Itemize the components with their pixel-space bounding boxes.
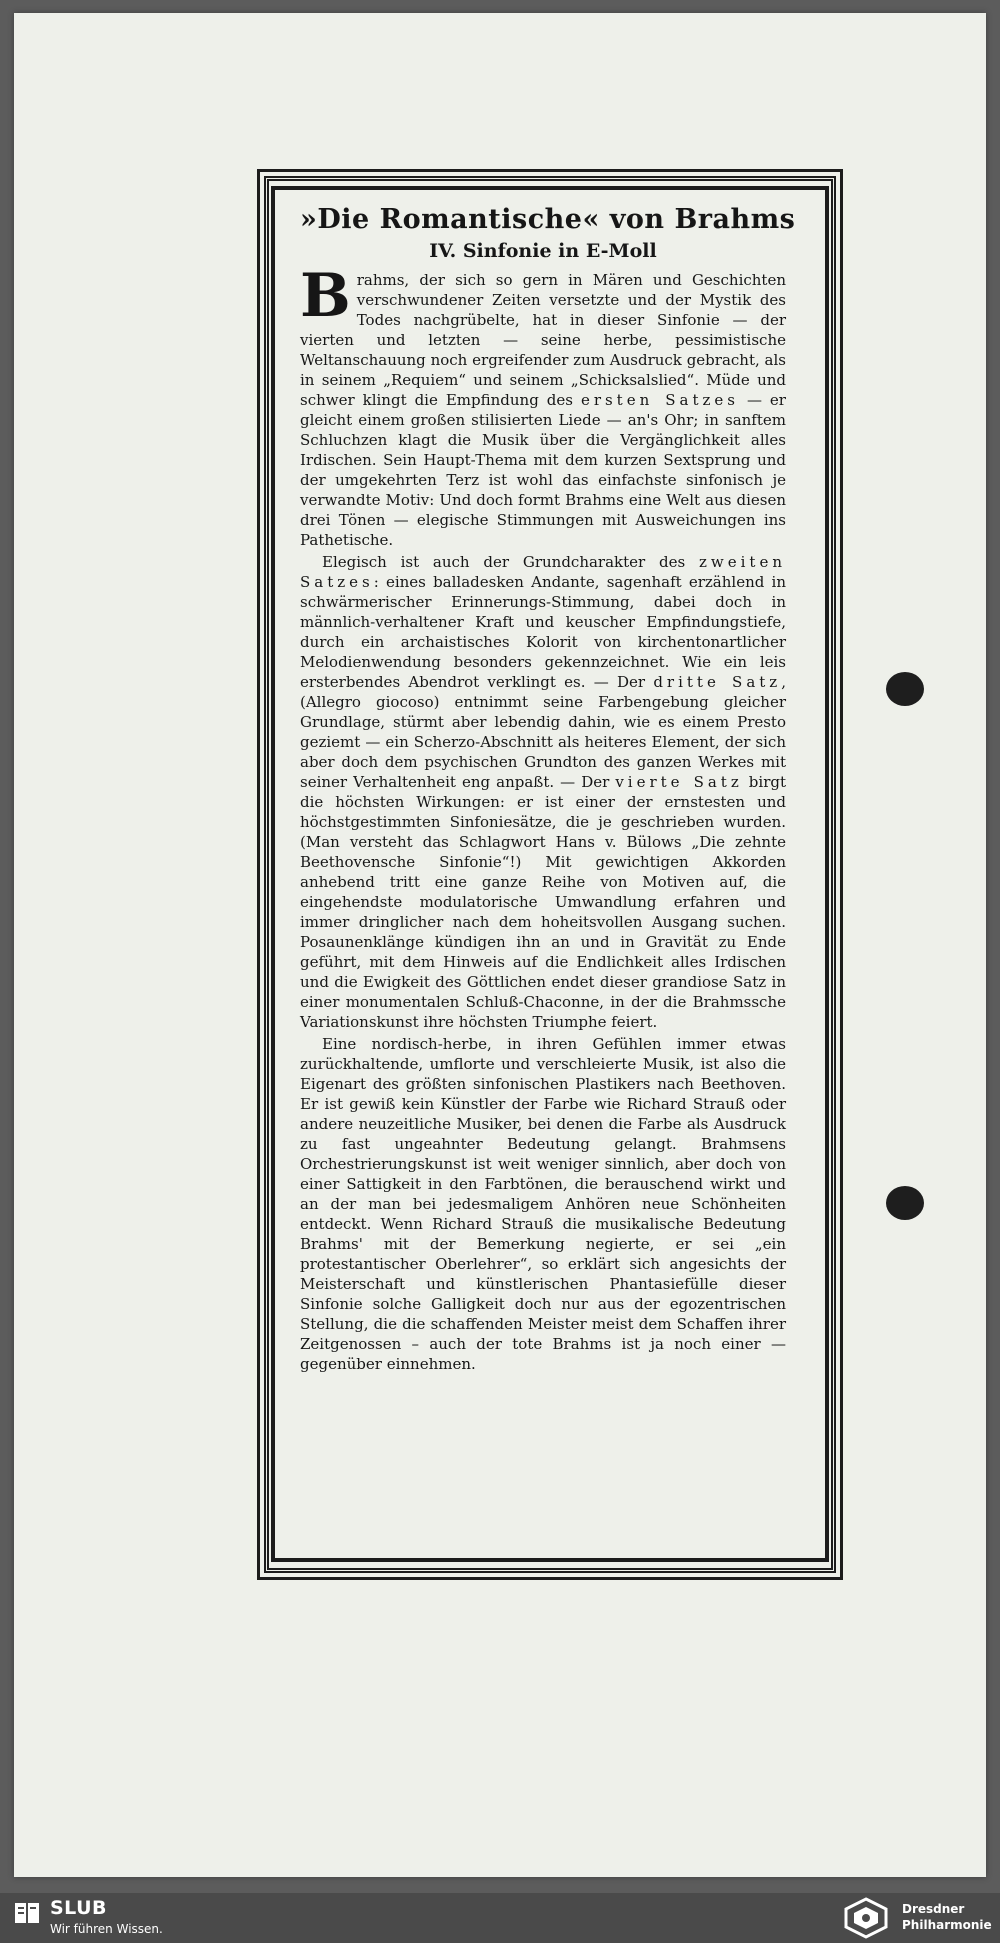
article-subtitle: IV. Sinfonie in E-Moll bbox=[429, 240, 657, 262]
slub-tagline: Wir führen Wissen. bbox=[50, 1922, 163, 1936]
article bbox=[300, 202, 796, 1550]
punch-hole-lower bbox=[886, 1186, 924, 1220]
paragraph-1-movement: ersten Satzes bbox=[580, 391, 739, 409]
paragraph-2 bbox=[300, 552, 786, 1032]
paragraph-1 bbox=[300, 261, 786, 550]
paragraph-2-text-g: birgt die höchsten Wirkungen: er ist einer der ernstesten und höchstgestimmten Sinfoniesätze, die je geschrieben wurden. (Man versteht das Schlagwort Hans v. Bülows „Die zehnte Beethovensche Sinfonie“!) Mit gewichtigen Akkorden anhebend tritt eine ganze Reihe von Motiven auf, die eingehendste modulatorische Umwandlung erfahren und immer dringlicher nach dem hoheitsvollen Ausgang suchen. Posaunenklänge kündigen ihn an und in Gravität zu Ende geführt, mit dem Hinweis auf die Endlichkeit alles Irdischen und die Ewigkeit des Göttlichen endet dieser grandiose Satz in einer monumentalen Schluß-Chaconne, in der die Brahmssche Variationskunst ihre höchsten Triumphe feiert. bbox=[300, 773, 786, 1031]
paragraph-1-text-a: rahms, der sich so gern in Mären und Geschichten verschwundener Zeiten versetzte und der Mystik des Todes nachgrübelte, hat in dieser Sinfonie — der vierten und letzten — seine herbe, pessimistische Weltanschauung noch ergreifender zum Ausdruck gebracht, als in seinem „Requiem“ und seinem „Schicksalslied“. Müde und schwer klingt die Empfindung des bbox=[300, 271, 786, 409]
paragraph-2-text-a: Elegisch ist auch der Grundcharakter des bbox=[322, 553, 686, 571]
paragraph-2-movement-3: dritte Satz bbox=[653, 673, 782, 691]
footer-bar bbox=[0, 1893, 1000, 1943]
book-icon[interactable] bbox=[14, 1902, 40, 1924]
hexagon-emblem-icon[interactable] bbox=[840, 1897, 892, 1939]
paragraph-2-movement-2: zweiten Satzes bbox=[300, 553, 786, 591]
paragraph-2-movement-4: vierte Satz bbox=[615, 773, 743, 791]
paragraph-2-text-c: : eines balladesken Andante, sagenhaft erzählend in schwärmerischer Erinnerungs-Stimmung, dabei doch in männlich-verhaltener Kraft und keuscher Empfindungstiefe, durch ein archaistisches Kolorit von kirchentonartlicher Melodienwendung besonders gekennzeichnet. Wie ein leis ersterbendes Abendrot verklingt es. — Der bbox=[300, 573, 786, 691]
philharmonie-name-line-1: Dresdner bbox=[902, 1902, 965, 1916]
slub-name[interactable]: SLUB bbox=[50, 1897, 108, 1919]
paragraph-2-text-e: , (Allegro giocoso) entnimmt seine Farbengebung gleicher Grundlage, stürmt aber lebendig dahin, wie es einem Presto geziemt — ein Scherzo-Abschnitt als heiteres Element, der sich aber doch dem psychischen Grundton des ganzen Werkes mit seiner Verhaltenheit eng anpaßt. — Der bbox=[300, 673, 786, 791]
punch-hole-upper bbox=[886, 672, 924, 706]
article-title: »Die Romantische« von Brahms bbox=[300, 204, 796, 235]
philharmonie-name-line-2: Philharmonie bbox=[902, 1918, 992, 1932]
paragraph-1-text-c: — er gleicht einem großen stilisierten Liede — an's Ohr; in sanftem Schluchzen klagt die Musik über die Vergänglichkeit alles Irdischen. Sein Haupt-Thema mit dem kurzen Sextsprung und der umgekehrten Terz ist wohl das einfachste sinfonisch je verwandte Motiv: Und doch formt Brahms eine Welt aus diesen drei Tönen — elegische Stimmungen mit Ausweichungen ins Pathetische. bbox=[300, 391, 786, 549]
paragraph-3: Eine nordisch-herbe, in ihren Gefühlen immer etwas zurückhaltende, umflorte und verschleierte Musik, ist also die Eigenart des größten sinfonischen Plastikers nach Beethoven. Er ist gewiß kein Künstler der Farbe wie Richard Strauß oder andere neuzeitliche Musiker, bei denen die Farbe als Ausdruck zu fast ungeahnter Bedeutung gelangt. Brahmsens Orchestrierungskunst ist weit weniger sinnlich, aber doch von einer Sattigkeit in den Farbtönen, die berauschend wirkt und an der man bei jedesmaligem Anhören neue Schönheiten entdeckt. Wenn Richard Strauß die musikalische Bedeutung Brahms' mit der Bemerkung negierte, er sei „ein protestantischer Oberlehrer“, so erklärt sich angesichts der Meisterschaft und künstlerischen Phantasiefülle dieser Sinfonie solche Galligkeit doch nur aus der egozentrischen Stellung, die die schaffenden Meister meist dem Schaffen ihrer Zeitgenossen – auch der tote Brahms ist ja noch einer — gegenüber einnehmen. bbox=[300, 1035, 786, 1373]
drop-cap: B bbox=[300, 261, 351, 331]
